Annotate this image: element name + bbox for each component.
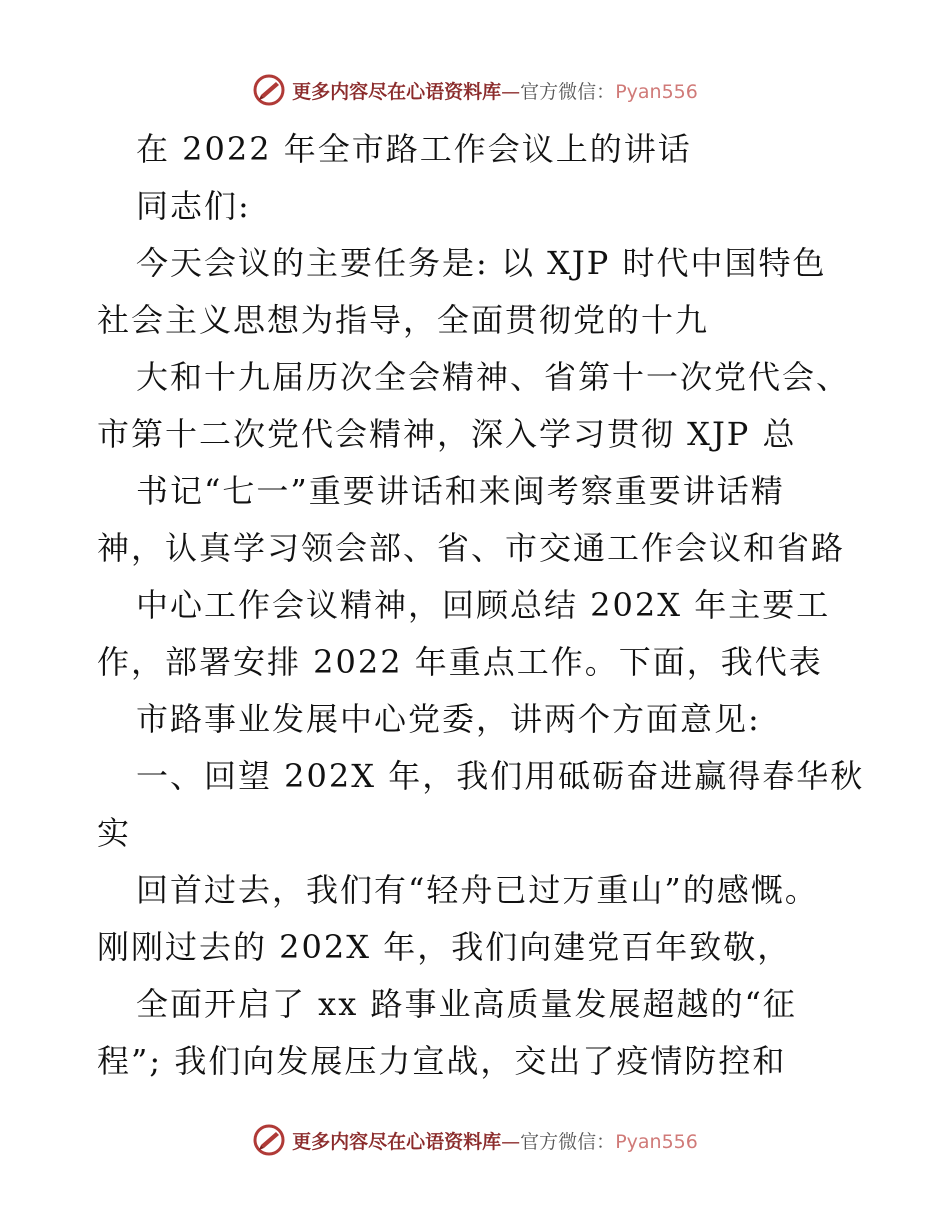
document-title: 在 2022 年全市路工作会议上的讲话: [136, 130, 692, 168]
watermark-wechat-label: 官方微信：: [520, 80, 616, 103]
paragraph-line: 全面开启了 xx 路事业高质量发展超越的“征: [136, 985, 797, 1023]
paragraph-line: 市路事业发展中心党委，讲两个方面意见:: [136, 700, 761, 738]
watermark-brand: 更多内容尽在心语资料库: [292, 1130, 502, 1153]
watermark-text: [292, 77, 698, 104]
watermark-banner-top: [0, 70, 950, 110]
paragraph-line: 大和十九届历次全会精神、省第十一次党代会、: [136, 358, 851, 396]
watermark-wechat-id: Pyan556: [615, 1130, 698, 1153]
section-heading: 一、回望 202X 年，我们用砥砺奋进赢得春华秋: [136, 757, 865, 795]
watermark-separator: —: [501, 80, 521, 103]
section-heading-continued: 实: [97, 814, 132, 852]
watermark-brand: 更多内容尽在心语资料库: [292, 80, 502, 103]
paragraph-line: 刚刚过去的 202X 年，我们向建党百年致敬，: [97, 928, 792, 966]
paragraph-line: 神，认真学习领会部、省、市交通工作会议和省路: [97, 529, 846, 567]
paragraph-line: 书记“七一”重要讲话和来闽考察重要讲话精: [136, 472, 785, 510]
paragraph-line: 回首过去，我们有“轻舟已过万重山”的感慨。: [136, 871, 819, 909]
paragraph-line: 今天会议的主要任务是: 以 XJP 时代中国特色: [136, 244, 827, 282]
watermark-separator: —: [501, 1130, 521, 1153]
brand-logo-icon: [252, 73, 286, 107]
paragraph-line: 社会主义思想为指导，全面贯彻党的十九: [97, 301, 710, 339]
watermark-banner-bottom: [0, 1120, 950, 1160]
paragraph-line: 中心工作会议精神，回顾总结 202X 年主要工: [136, 586, 831, 624]
brand-logo-icon: [252, 1123, 286, 1157]
paragraph-line: 作，部署安排 2022 年重点工作。下面，我代表: [97, 643, 823, 681]
paragraph-line: 程”; 我们向发展压力宣战，交出了疫情防控和: [97, 1042, 787, 1080]
salutation: 同志们:: [136, 187, 251, 225]
paragraph-line: 市第十二次党代会精神，深入学习贯彻 XJP 总: [97, 415, 797, 453]
watermark-wechat-label: 官方微信：: [520, 1130, 616, 1153]
watermark-wechat-id: Pyan556: [615, 80, 698, 103]
watermark-text: [292, 1127, 698, 1154]
